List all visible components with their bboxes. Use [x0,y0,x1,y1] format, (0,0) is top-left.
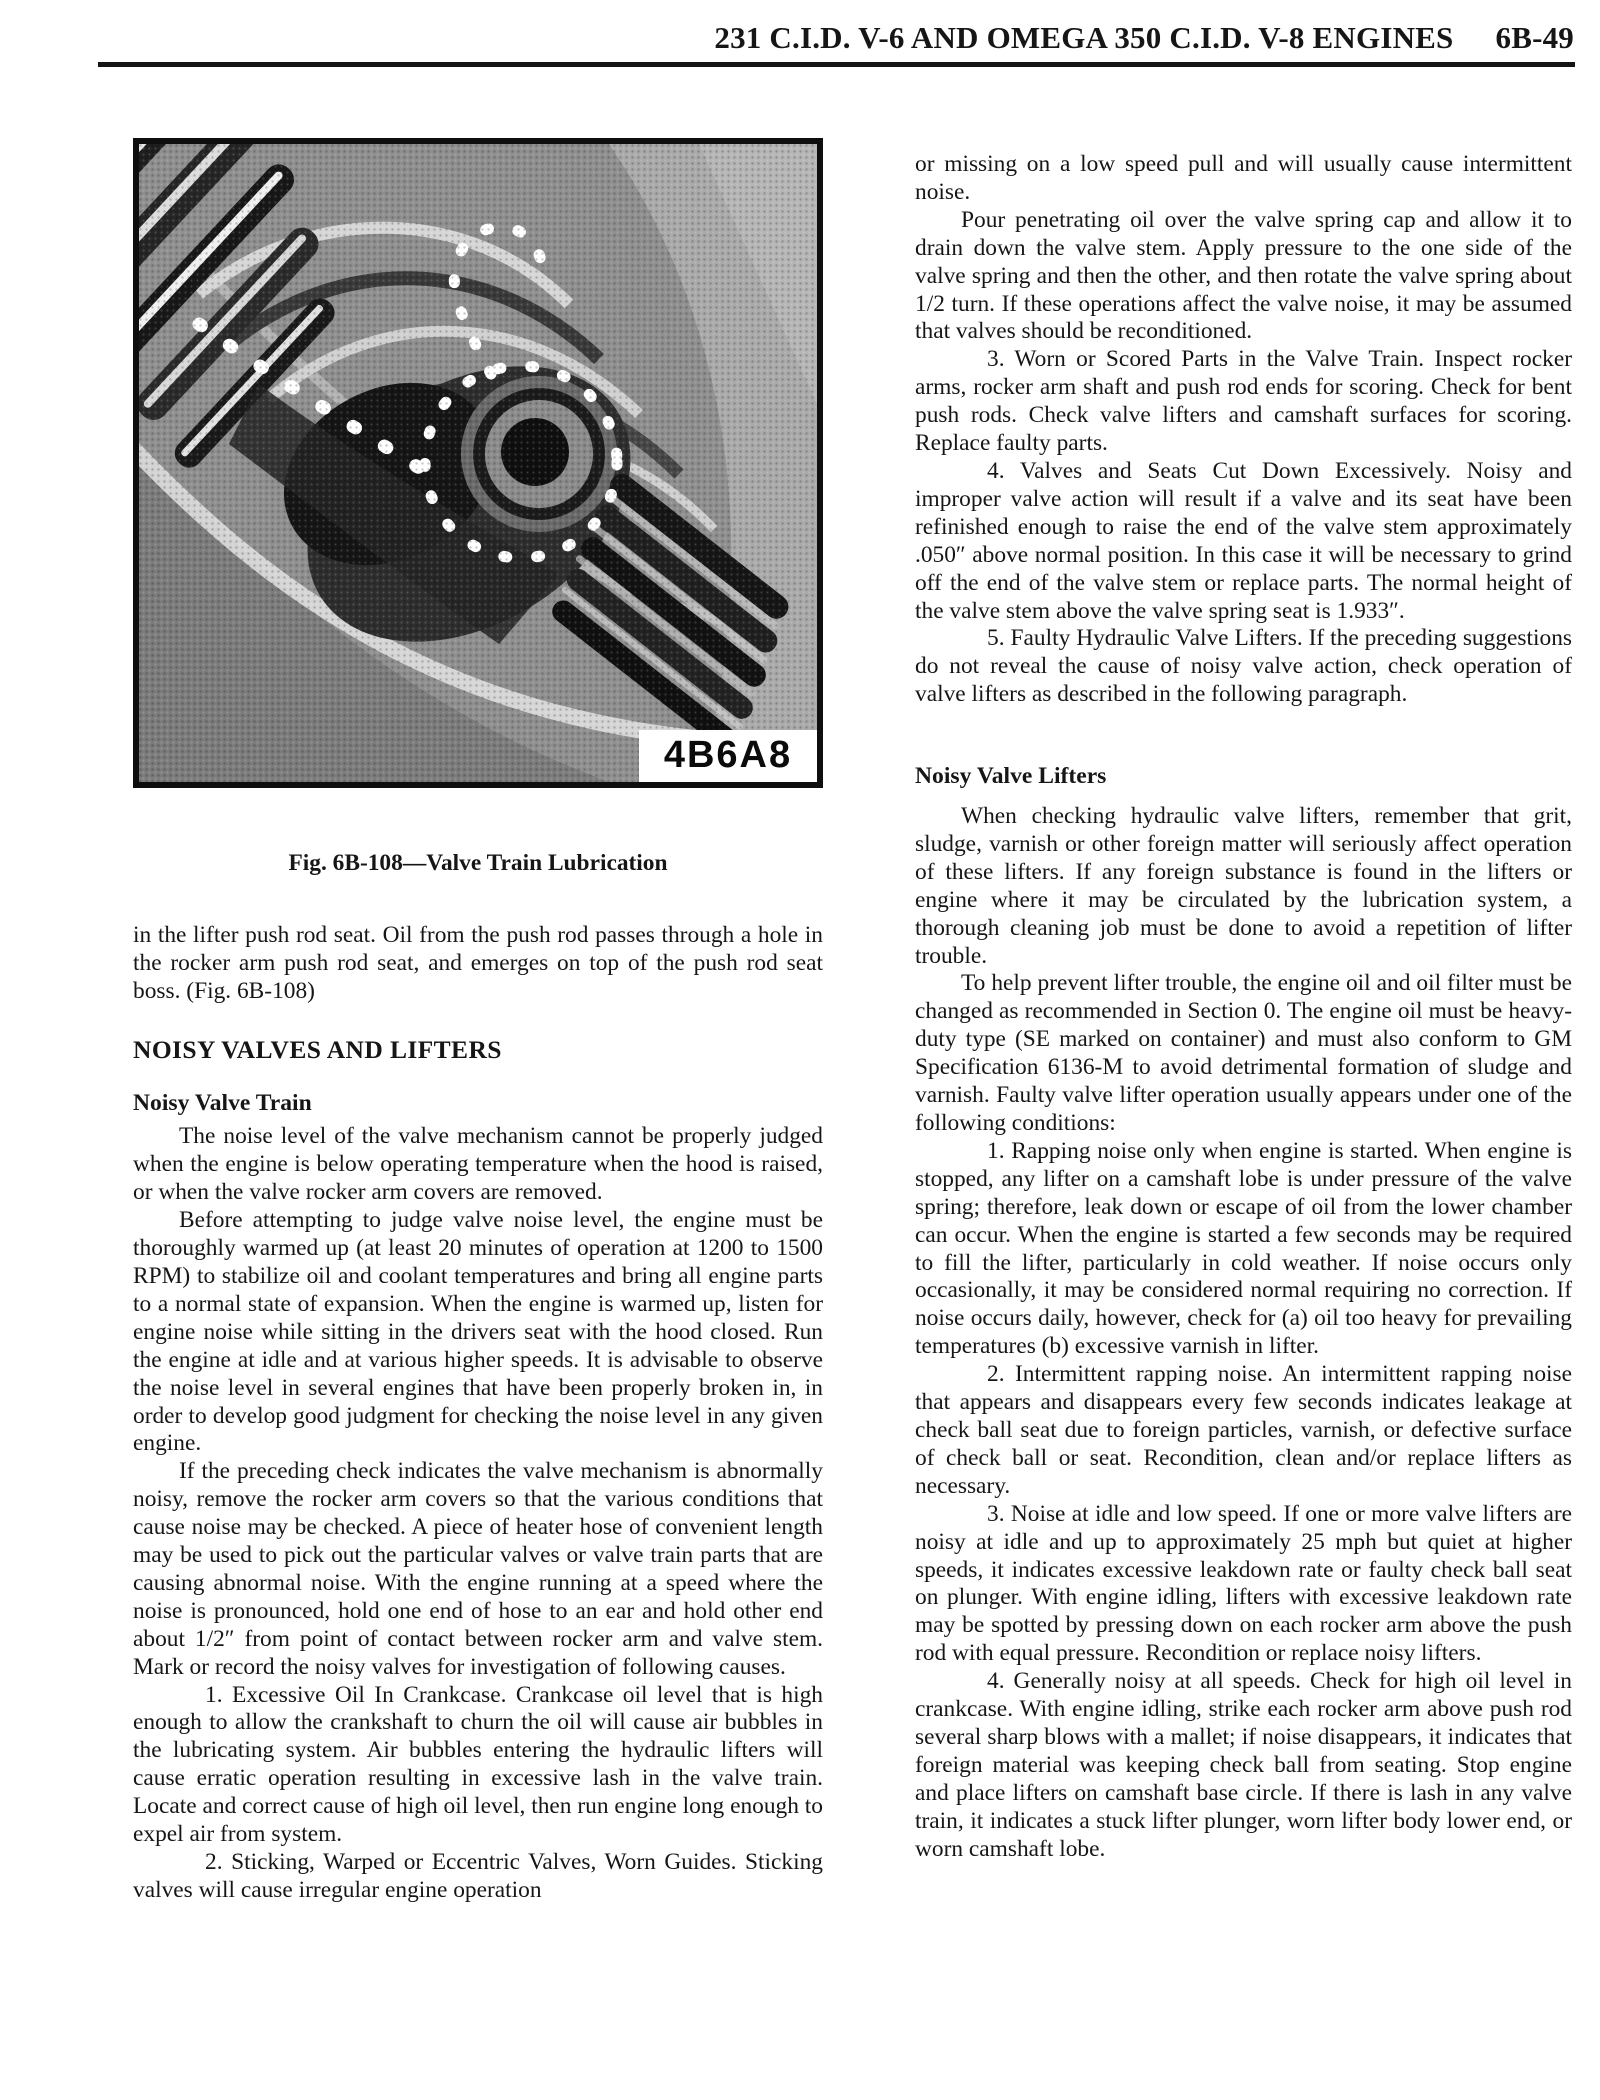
right-paragraph: When checking hydraulic valve lifters, remember that grit, sludge, varnish or other foreign matter will seriously affect operation of these lifters. If any foreign substance is found in the lifters or engine where it may be circulated by the lubrication system, a thorough cleaning job must be done to avoid a repetition of lifter trouble. [915,803,1572,969]
page-number: 6B-49 [1495,20,1574,55]
left-numbered-item-1: 1. Excessive Oil In Crankcase. Crankcase oil level that is high enough to allow the crankshaft to churn the oil will cause air bubbles in the lubricating system. Air bubbles entering the hydraulic lifters will cause erratic operation resulting in excessive lash in the valve train. Locate and correct cause of high oil level, then run engine long enough to expel air from system. [133,1681,823,1848]
right-column [915,151,1572,1863]
header-rule [98,62,1575,67]
figure-caption: Fig. 6B-108—Valve Train Lubrication [288,850,668,876]
subsection-heading-noisy-valve-train: Noisy Valve Train [133,1089,312,1116]
left-numbered-item-2: 2. Sticking, Warped or Eccentric Valves, Worn Guides. Sticking valves will cause irregular engine operation [133,1849,823,1903]
header-title: 231 C.I.D. V-6 AND OMEGA 350 C.I.D. V-8 ENGINES [714,20,1454,55]
subsection-heading-noisy-valve-lifters: Noisy Valve Lifters [915,763,1107,790]
right-lifter-item-3: 3. Noise at idle and low speed. If one or more valve lifters are noisy at idle and up to approximately 25 mph but quiet at higher speeds, it indicates excessive leakdown rate or faulty check ball seat on plunger. With engine idling, lifters with excessive leakdown rate may be spotted by pressing down on each rocker arm above the push rod with equal pressure. Recondition or replace noisy lifters. [915,1500,1572,1667]
halftone-overlay [139,144,817,782]
valve-train-photo [139,144,817,782]
right-paragraph: Pour penetrating oil over the valve spring cap and allow it to drain down the valve stem. Apply pressure to the one side of the valve spring and then the other, and then rotate the valve spring about 1/2 turn. If these operations affect the valve noise, it may be assumed that valves should be reconditioned. [915,206,1572,345]
right-lifter-item-4: 4. Generally noisy at all speeds. Check for high oil level in crankcase. With engine idling, strike each rocker arm above push rod several sharp blows with a mallet; if noise disappears, it indicates that foreign material was keeping check ball from seating. Stop engine and place lifters on camshaft base circle. If there is lash in any valve train, it indicates a stuck lifter plunger, worn lifter body lower end, or worn camshaft lobe. [915,1668,1572,1862]
right-numbered-item-5: 5. Faulty Hydraulic Valve Lifters. If the preceding suggestions do not reveal the cause of noisy valve action, check operation of valve lifters as described in the following paragraph. [915,625,1572,708]
photo-id-label: 4B6A8 [639,730,817,782]
figure-frame [133,138,823,788]
left-paragraph: The noise level of the valve mechanism cannot be properly judged when the engine is below operating temperature when the hood is raised, or when the valve rocker arm covers are removed. [133,1123,823,1206]
right-continuation-paragraph: or missing on a low speed pull and will usually cause intermittent noise. [915,151,1572,205]
left-paragraph: If the preceding check indicates the valve mechanism is abnormally noisy, remove the rocker arm covers so that the various conditions that cause noise may be checked. A piece of heater hose of convenient length may be used to pick out the particular valves or valve train parts that are causing abnormal noise. With the engine running at a speed where the noise is pronounced, hold one end of hose to an ear and hold other end about 1/2″ from point of contact between rocker arm and valve stem. Mark or record the noisy valves for investigation of following causes. [133,1458,823,1680]
right-paragraph: To help prevent lifter trouble, the engine oil and oil filter must be changed as recommended in Section 0. The engine oil must be heavy-duty type (SE marked on container) and must also conform to GM Specification 6136-M to avoid detrimental formation of sludge and varnish. Faulty valve lifter operation usually appears under one of the following conditions: [915,970,1572,1136]
page-header [714,20,1574,56]
right-numbered-item-3: 3. Worn or Scored Parts in the Valve Train. Inspect rocker arms, rocker arm shaft and push rod ends for scoring. Check for bent push rods. Check valve lifters and camshaft surfaces for scoring. Replace faulty parts. [915,346,1572,457]
left-continuation-paragraph: in the lifter push rod seat. Oil from the push rod passes through a hole in the rocker arm push rod seat, and emerges on top of the push rod seat boss. (Fig. 6B-108) [133,921,823,1004]
section-heading-noisy-valves-and-lifters: NOISY VALVES AND LIFTERS [133,1034,502,1064]
left-paragraph: Before attempting to judge valve noise level, the engine must be thoroughly warmed up (at least 20 minutes of operation at 1200 to 1500 RPM) to stabilize oil and coolant temperatures and bring all engine parts to a normal state of expansion. When the engine is warmed up, listen for engine noise while sitting in the drivers seat with the hood closed. Run the engine at idle and at various higher speeds. It is advisable to observe the noise level in several engines that have been properly broken in, in order to develop good judgment for checking the noise level in any given engine. [133,1207,823,1457]
right-numbered-item-4: 4. Valves and Seats Cut Down Excessively. Noisy and improper valve action will result if a valve and its seat have been refinished enough to raise the end of the valve stem approximately .050″ above normal position. In this case it will be necessary to grind off the end of the valve stem or replace parts. The normal height of the valve stem above the valve spring seat is 1.933″. [915,457,1572,624]
right-lifter-item-1: 1. Rapping noise only when engine is started. When engine is stopped, any lifter on a camshaft lobe is under pressure of the valve spring; therefore, leak down or escape of oil from the lower chamber can occur. When the engine is started a few seconds may be required to fill the lifter, particularly in cold weather. If noise occurs only occasionally, it may be considered normal requiring no correction. If noise occurs daily, however, check for (a) oil too heavy for prevailing temperatures (b) excessive varnish in lifter. [915,1137,1572,1360]
right-lifter-item-2: 2. Intermittent rapping noise. An intermittent rapping noise that appears and disappears every few seconds indicates leakage at check ball seat due to foreign particles, varnish, or defective surface of check ball or seat. Recondition, clean and/or replace lifters as necessary. [915,1361,1572,1499]
left-column [133,138,823,1905]
